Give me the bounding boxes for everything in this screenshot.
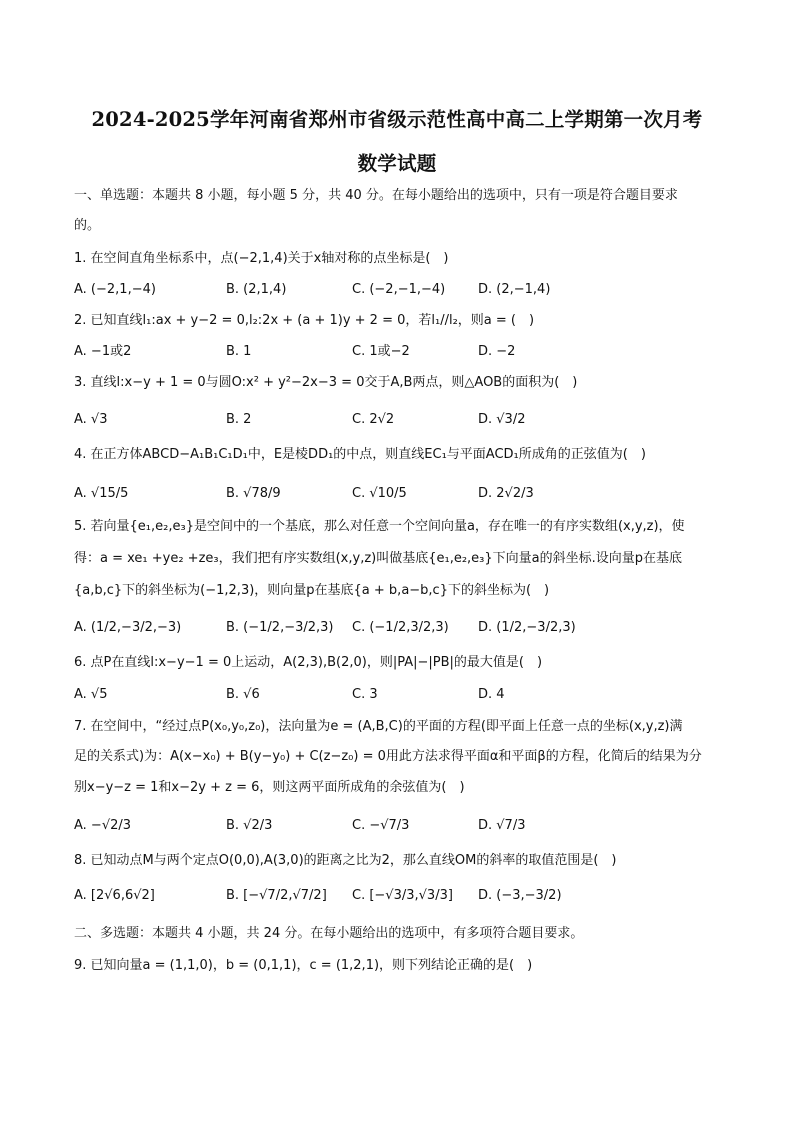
question-7-stem-cont: 足的关系式)为：A(x−x₀) + B(y−y₀) + C(z−z₀) = 0用此方法求得平面α和平面β的方程，化简后的结果为分 bbox=[74, 749, 702, 764]
question-1-stem: 1. 在空间直角坐标系中，点(−2,1,4)关于x轴对称的点坐标是( ) bbox=[74, 251, 449, 266]
option-c: C. √10/5 bbox=[352, 486, 407, 501]
section2-instructions: 二、多选题：本题共 4 小题，共 24 分。在每小题给出的选项中，有多项符合题目要求。 bbox=[74, 926, 584, 941]
question-6-options bbox=[74, 685, 724, 707]
section1-instructions-cont: 的。 bbox=[74, 218, 101, 233]
option-d: D. −2 bbox=[478, 344, 516, 359]
question-9-stem: 9. 已知向量a = (1,1,0)，b = (0,1,1)，c = (1,2,1)，则下列结论正确的是( ) bbox=[74, 958, 533, 973]
option-d: D. 4 bbox=[478, 687, 505, 702]
option-a: A. −1或2 bbox=[74, 344, 132, 359]
question-1-options bbox=[74, 280, 724, 302]
question-4-stem: 4. 在正方体ABCD−A₁B₁C₁D₁中，E是棱DD₁的中点，则直线EC₁与平面ACD₁所成角的正弦值为( ) bbox=[74, 447, 646, 462]
option-c: C. [−√3/3,√3/3] bbox=[352, 888, 453, 903]
question-7-stem: 7. 在空间中，“经过点P(x₀,y₀,z₀)，法向量为e = (A,B,C)的平面的方程(即平面上任意一点的坐标(x,y,z)满 bbox=[74, 719, 683, 734]
exam-title: 2024-2025学年河南省郑州市省级示范性高中高二上学期第一次月考 bbox=[91, 108, 703, 131]
option-a: A. (1/2,−3/2,−3) bbox=[74, 620, 182, 635]
option-c: C. 1或−2 bbox=[352, 344, 410, 359]
option-d: D. (2,−1,4) bbox=[478, 282, 551, 297]
option-b: B. √2/3 bbox=[226, 818, 273, 833]
section1-instructions: 一、单选题：本题共 8 小题，每小题 5 分，共 40 分。在每小题给出的选项中，只有一项是符合题目要求 bbox=[74, 188, 678, 203]
option-d: D. (−3,−3/2) bbox=[478, 888, 562, 903]
question-2-stem: 2. 已知直线l₁:ax + y−2 = 0,l₂:2x + (a + 1)y + 2 = 0，若l₁//l₂，则a = ( ) bbox=[74, 313, 535, 328]
question-3-options bbox=[74, 410, 724, 432]
option-d: D. 2√2/3 bbox=[478, 486, 534, 501]
option-b: B. 2 bbox=[226, 412, 252, 427]
question-3-stem: 3. 直线l:x−y + 1 = 0与圆O:x² + y²−2x−3 = 0交于A,B两点，则△AOB的面积为( ) bbox=[74, 375, 578, 390]
option-b: B. 1 bbox=[226, 344, 252, 359]
question-8-options bbox=[74, 886, 724, 908]
question-5-stem-cont: {a,b,c}下的斜坐标为(−1,2,3)，则向量p在基底{a + b,a−b,c}下的斜坐标为( ) bbox=[74, 583, 550, 598]
option-a: A. √3 bbox=[74, 412, 108, 427]
question-5-options bbox=[74, 618, 724, 640]
option-c: C. (−2,−1,−4) bbox=[352, 282, 446, 297]
question-2-options bbox=[74, 342, 724, 364]
option-a: A. √5 bbox=[74, 687, 108, 702]
option-c: C. −√7/3 bbox=[352, 818, 410, 833]
option-a: A. [2√6,6√2] bbox=[74, 888, 155, 903]
option-b: B. (−1/2,−3/2,3) bbox=[226, 620, 334, 635]
question-7-stem-cont: 别x−y−z = 1和x−2y + z = 6，则这两平面所成角的余弦值为( ) bbox=[74, 780, 465, 795]
question-5-stem-cont: 得：a = xe₁ +ye₂ +ze₃，我们把有序实数组(x,y,z)叫做基底{e₁,e₂,e₃}下向量a的斜坐标.设向量p在基底 bbox=[74, 551, 683, 566]
question-8-stem: 8. 已知动点M与两个定点O(0,0),A(3,0)的距离之比为2，那么直线OM的斜率的取值范围是( ) bbox=[74, 853, 617, 868]
option-b: B. [−√7/2,√7/2] bbox=[226, 888, 327, 903]
option-d: D. (1/2,−3/2,3) bbox=[478, 620, 576, 635]
exam-subject-title: 数学试题 bbox=[357, 152, 437, 175]
option-a: A. √15/5 bbox=[74, 486, 129, 501]
option-b: B. √78/9 bbox=[226, 486, 281, 501]
option-c: C. (−1/2,3/2,3) bbox=[352, 620, 449, 635]
question-5-stem: 5. 若向量{e₁,e₂,e₃}是空间中的一个基底，那么对任意一个空间向量a，存在唯一的有序实数组(x,y,z)，使 bbox=[74, 519, 685, 534]
option-c: C. 2√2 bbox=[352, 412, 395, 427]
option-d: D. √7/3 bbox=[478, 818, 526, 833]
option-d: D. √3/2 bbox=[478, 412, 526, 427]
question-4-options bbox=[74, 484, 724, 506]
question-6-stem: 6. 点P在直线l:x−y−1 = 0上运动，A(2,3),B(2,0)，则|PA|−|PB|的最大值是( ) bbox=[74, 655, 543, 670]
option-c: C. 3 bbox=[352, 687, 378, 702]
option-a: A. (−2,1,−4) bbox=[74, 282, 156, 297]
option-a: A. −√2/3 bbox=[74, 818, 132, 833]
option-b: B. (2,1,4) bbox=[226, 282, 287, 297]
question-7-options bbox=[74, 816, 724, 838]
option-b: B. √6 bbox=[226, 687, 260, 702]
